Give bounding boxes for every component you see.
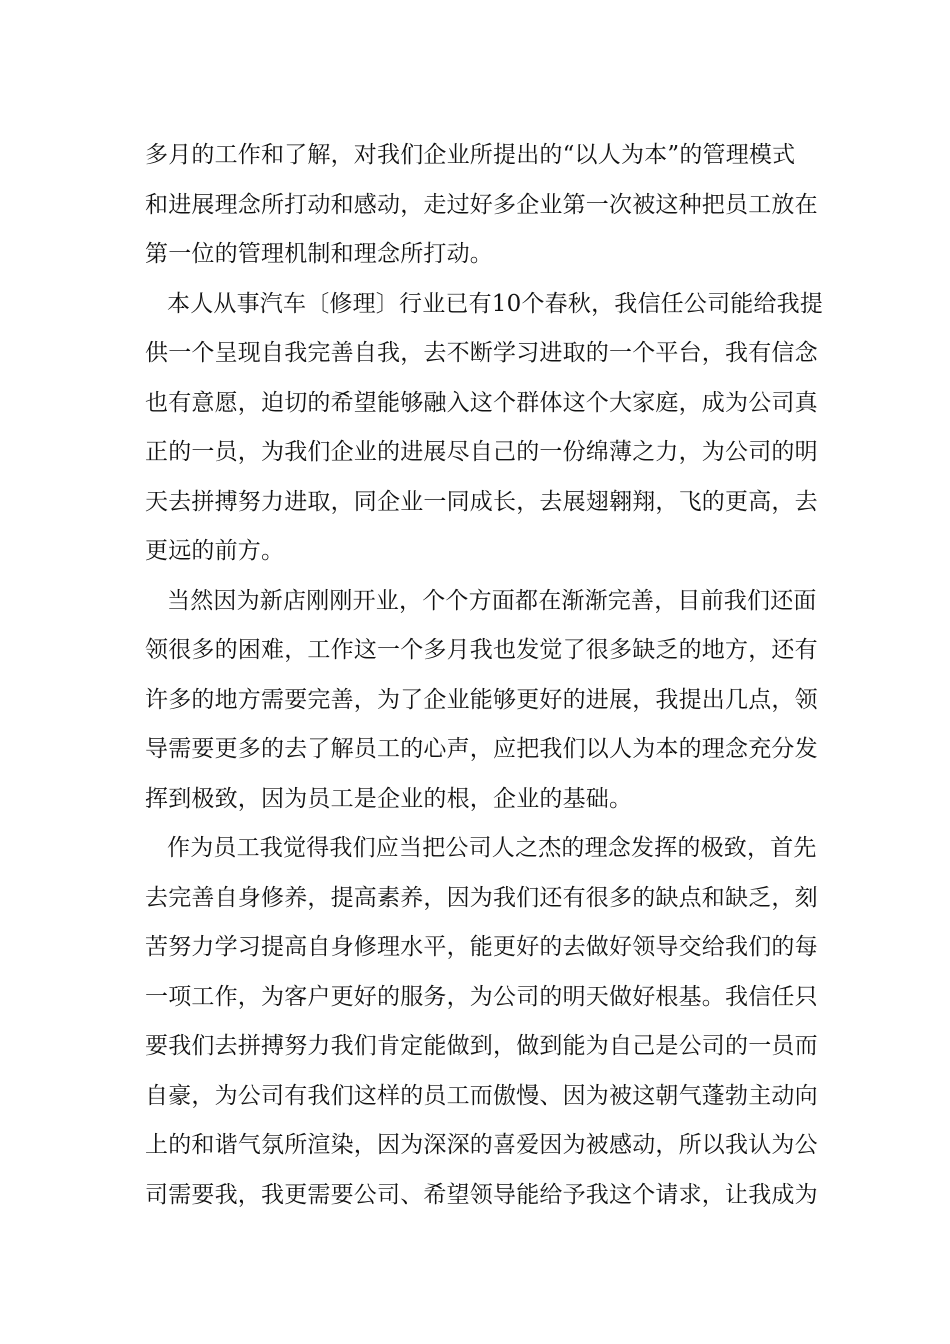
text-line: 当然因为新店刚刚开业，个个方面都在渐渐完善，目前我们还面 (167, 587, 817, 614)
text-line: 供一个呈现自我完善自我，去不断学习进取的一个平台，我有信念 (145, 340, 818, 366)
body-text (145, 131, 824, 1220)
text-line: 要我们去拼搏努力我们肯定能做到，做到能为自己是公司的一员而 (145, 1033, 818, 1059)
text-line: 领很多的困难，工作这一个多月我也发觉了很多缺乏的地方，还有 (145, 637, 818, 663)
text-line: 更远的前方。 (145, 538, 285, 564)
text-line: 也有意愿，迫切的希望能够融入这个群体这个大家庭，成为公司真 (145, 389, 818, 416)
text-line: 和进展理念所打动和感动，走过好多企业第一次被这种把员工放在 (145, 191, 818, 218)
text-line: 许多的地方需要完善，为了企业能够更好的进展，我提出几点，领 (145, 686, 818, 713)
text-line: 正的一员，为我们企业的进展尽自己的一份绵薄之力，为公司的明 (145, 439, 818, 465)
text-line: 一项工作，为客户更好的服务，为公司的明天做好根基。我信任只 (145, 983, 818, 1010)
text-line: 作为员工我觉得我们应当把公司人之杰的理念发挥的极致，首先 (167, 835, 817, 861)
text-line: 苦努力学习提高自身修理水平，能更好的去做好领导交给我们的每 (145, 934, 818, 960)
text-line: 本人从事汽车〔修理〕行业已有10个春秋，我信任公司能给我提 (167, 290, 824, 317)
text-line: 多月的工作和了解，对我们企业所提出的“以人为本”的管理模式 (145, 142, 796, 168)
text-line: 挥到极致，因为员工是企业的根，企业的基础。 (145, 785, 633, 812)
text-line: 司需要我，我更需要公司、希望领导能给予我这个请求，让我成为 (145, 1181, 818, 1208)
text-line: 上的和谐气氛所渲染，因为深深的喜爱因为被感动，所以我认为公 (145, 1132, 818, 1158)
text-line: 第一位的管理机制和理念所打动。 (145, 241, 493, 267)
text-line: 去完善自身修养，提高素养，因为我们还有很多的缺点和缺乏，刻 (145, 884, 818, 911)
text-line: 天去拼搏努力进取，同企业一同成长，去展翅翱翔，飞的更高，去 (145, 488, 818, 515)
text-line: 导需要更多的去了解员工的心声，应把我们以人为本的理念充分发 (145, 736, 818, 762)
text-line: 自豪，为公司有我们这样的员工而傲慢、因为被这朝气蓬勃主动向 (145, 1082, 818, 1109)
